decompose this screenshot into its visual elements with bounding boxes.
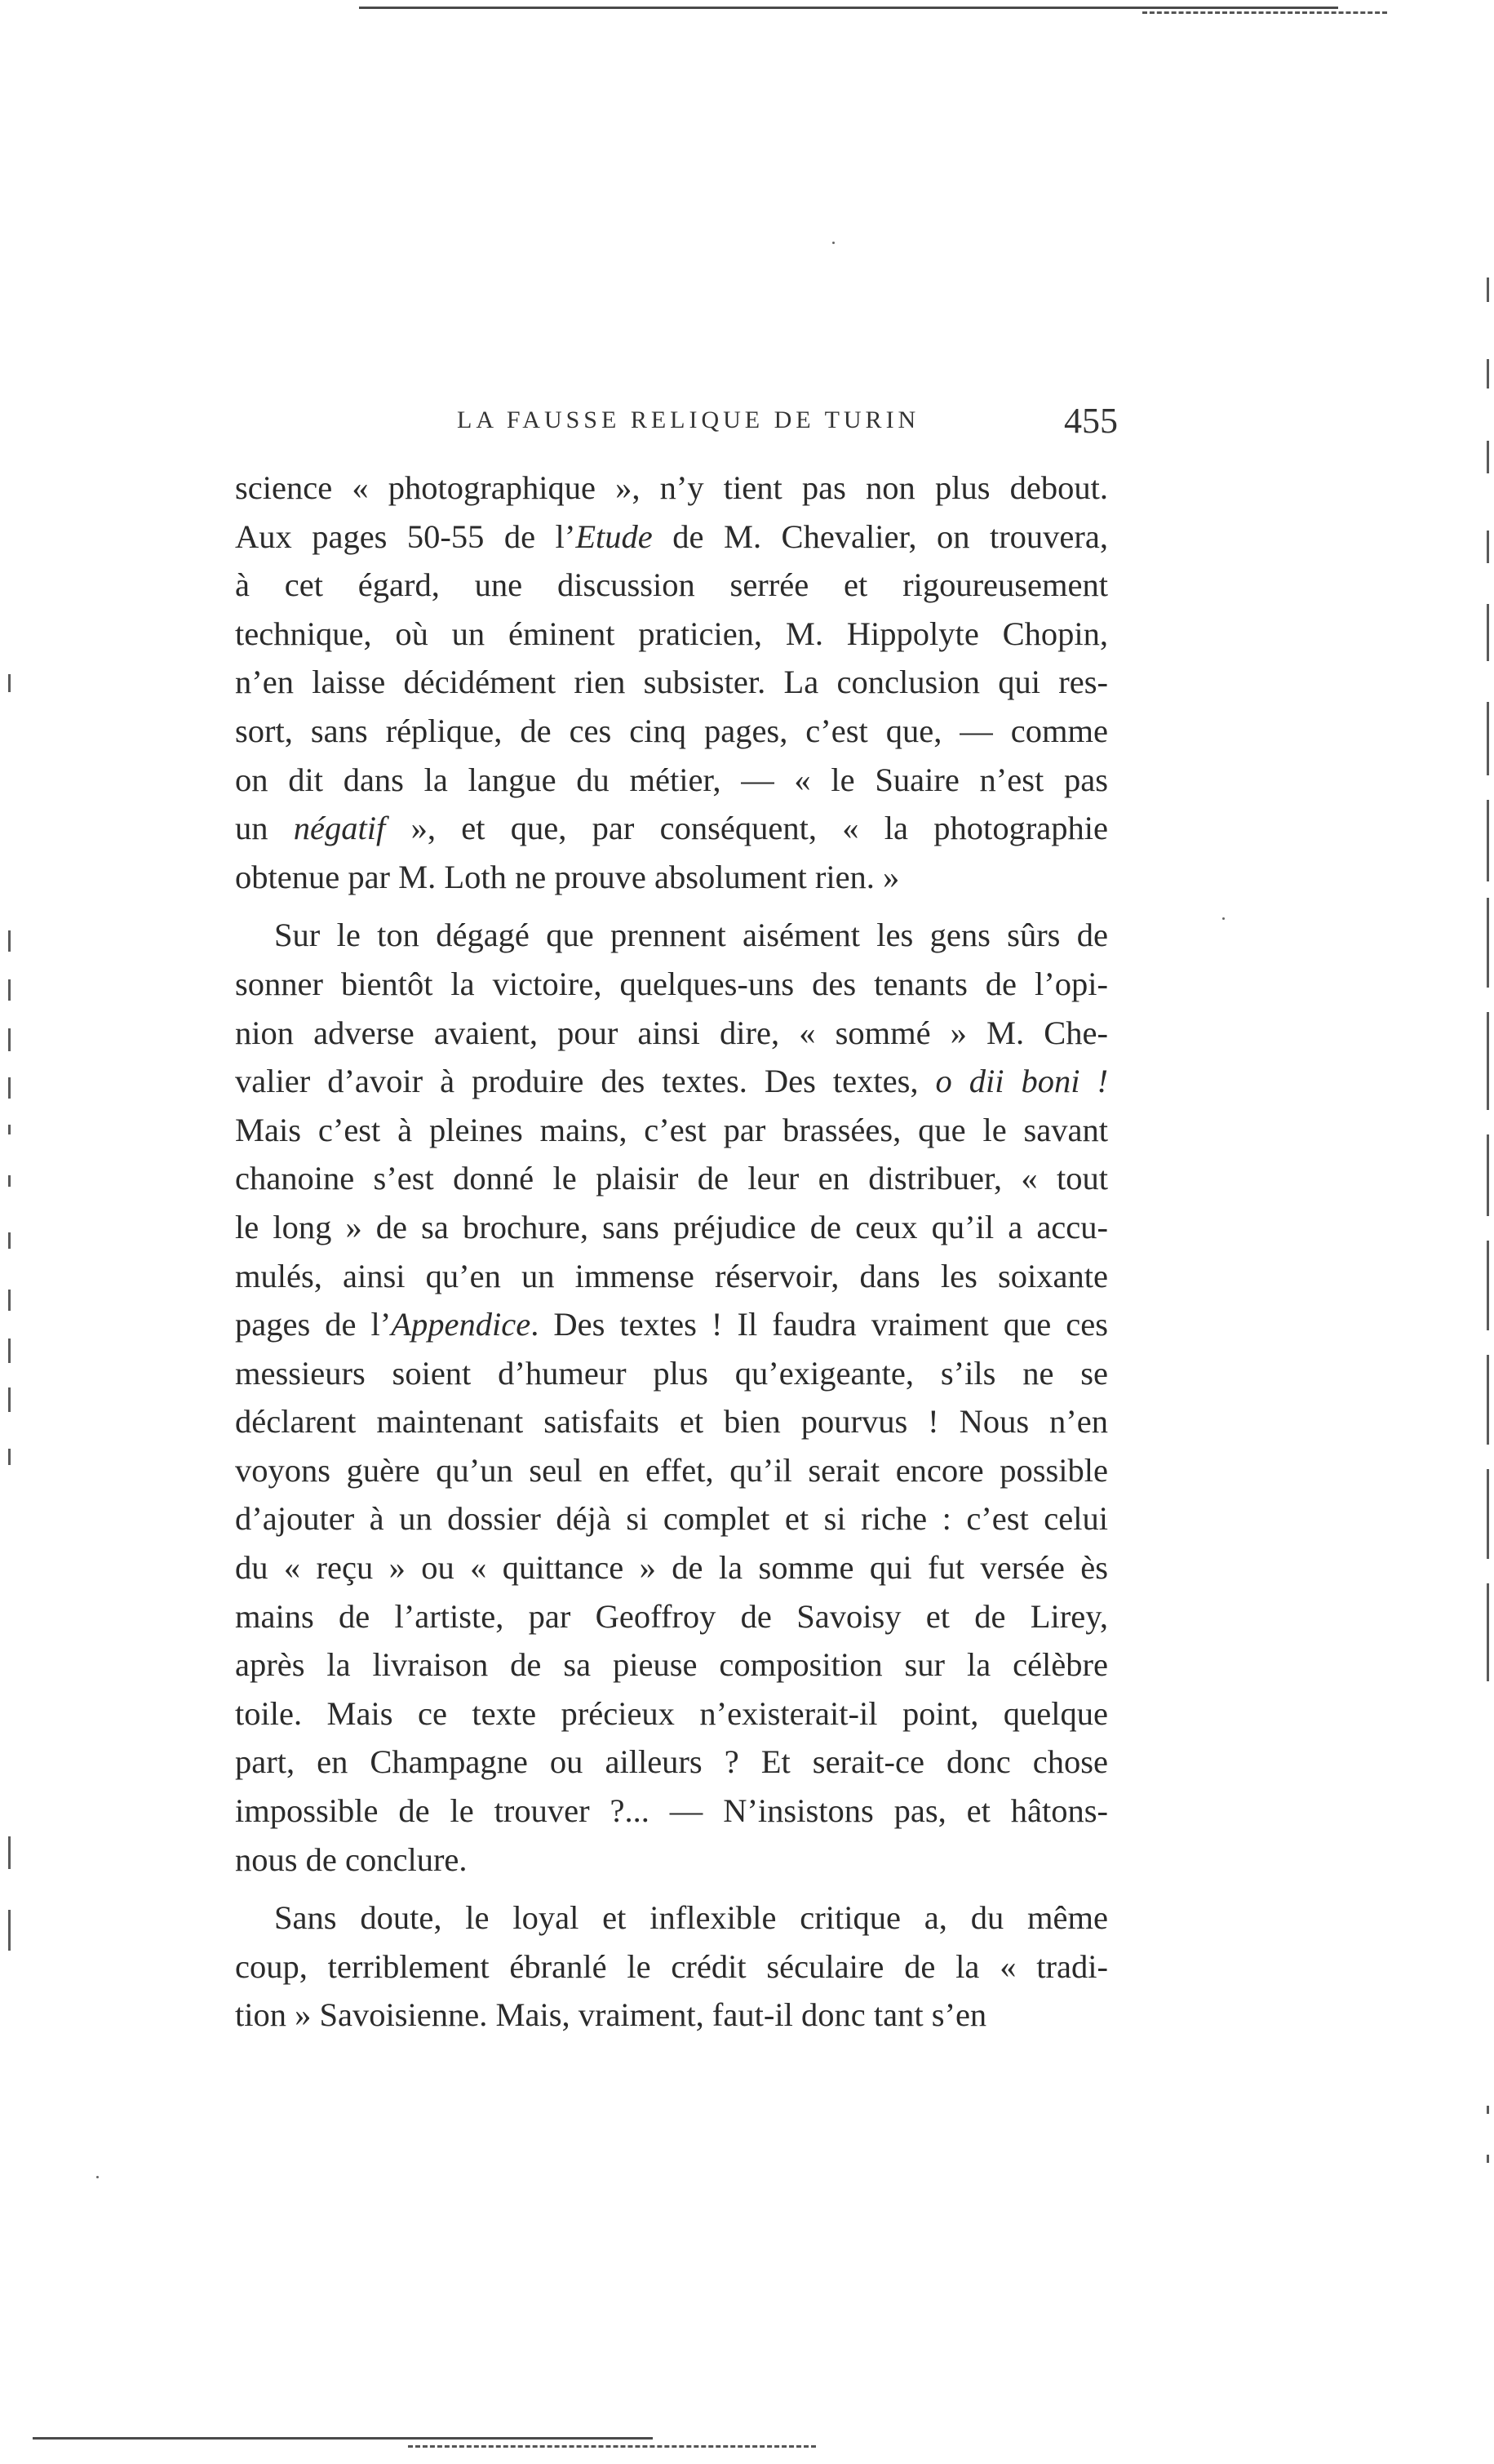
text-line: déclarent maintenant satisfaits et bien pourvus ! Nous n’en: [235, 1403, 1108, 1441]
text-line: n’en laisse décidément rien subsister. La conclusion qui res-: [235, 664, 1108, 701]
left-margin-mark: [8, 1449, 11, 1465]
paragraph: [235, 464, 1108, 901]
right-margin-mark: [1487, 1583, 1489, 1681]
left-margin-mark: [8, 979, 11, 1001]
text-line: on dit dans la langue du métier, — « le Suaire n’est pas: [235, 761, 1108, 798]
italic-term: négatif: [293, 810, 386, 847]
top-scan-rule: [359, 7, 1338, 9]
text-line: Aux pages 50-55 de l’Etude de M. Chevalier, on trouvera,: [235, 517, 1108, 555]
text-line: valier d’avoir à produire des textes. Des textes, o dii boni !: [235, 1063, 1108, 1100]
page-header: [237, 400, 1118, 457]
text-line: messieurs soient d’humeur plus qu’exigeante, s’ils ne se: [235, 1354, 1108, 1392]
text-line: science « photographique », n’y tient pas non plus debout.: [235, 469, 1108, 506]
text-line: chanoine s’est donné le plaisir de leur en distribuer, « tout: [235, 1160, 1108, 1197]
right-margin-mark: [1487, 1469, 1489, 1559]
right-margin-mark: [1487, 441, 1489, 473]
right-margin-mark: [1487, 800, 1489, 881]
text-line: un négatif », et que, par conséquent, « la photographie: [235, 810, 1109, 847]
text-line: nion adverse avaient, pour ainsi dire, « sommé » M. Che-: [235, 1014, 1108, 1051]
right-margin-mark: [1487, 1012, 1489, 1110]
left-margin-mark: [8, 1910, 11, 1951]
right-margin-mark: [1487, 604, 1489, 661]
bottom-scan-rule-dashed: [408, 2445, 816, 2448]
text-line: Mais c’est à pleines mains, c’est par brassées, que le savant: [235, 1111, 1108, 1148]
text-line: d’ajouter à un dossier déjà si complet et si riche : c’est celui: [235, 1500, 1108, 1538]
paragraph: [235, 1894, 1108, 2040]
running-title: LA FAUSSE RELIQUE DE TURIN: [457, 406, 920, 433]
text-line: Sur le ton dégagé que prennent aisément les gens sûrs de: [274, 917, 1108, 954]
text-line: voyons guère qu’un seul en effet, qu’il serait encore possible: [235, 1451, 1108, 1489]
scan-speck: [96, 2176, 99, 2178]
left-margin-mark: [8, 1125, 11, 1134]
text-line: Sans doute, le loyal et inflexible critique a, du même: [274, 1899, 1108, 1937]
body-text: [235, 464, 1108, 2040]
text-line: coup, terriblement ébranlé le crédit séculaire de la « tradi-: [235, 1947, 1108, 1985]
text-line: sonner bientôt la victoire, quelques-uns des tenants de l’opi-: [235, 965, 1108, 1002]
italic-term: o dii boni !: [935, 1063, 1108, 1100]
right-margin-mark: [1487, 898, 1489, 988]
text-line: après la livraison de sa pieuse composition sur la célèbre: [235, 1646, 1108, 1684]
left-margin-mark: [8, 1836, 11, 1869]
text-line: technique, où un éminent praticien, M. Hippolyte Chopin,: [235, 615, 1108, 652]
text-line: impossible de le trouver ?... — N’insistons pas, et hâtons-: [235, 1792, 1108, 1830]
right-margin-mark: [1487, 1134, 1489, 1216]
text-line: du « reçu » ou « quittance » de la somme qui fut versée ès: [235, 1549, 1108, 1587]
text-line: tion » Savoisienne. Mais, vraiment, faut-il donc tant s’en: [235, 1996, 987, 2034]
right-margin-mark: [1487, 1241, 1489, 1330]
text-line: sort, sans réplique, de ces cinq pages, c’est que, — comme: [235, 712, 1108, 749]
left-margin-mark: [8, 930, 11, 952]
right-margin-mark: [1487, 531, 1489, 563]
left-margin-mark: [8, 1028, 11, 1051]
right-margin-mark: [1487, 277, 1489, 302]
italic-term: Appendice: [391, 1306, 531, 1343]
right-margin-mark: [1487, 702, 1489, 775]
top-scan-rule-dashed: [1142, 11, 1387, 14]
scan-speck: [1222, 917, 1225, 920]
text-line: à cet égard, une discussion serrée et rigoureusement: [235, 566, 1108, 604]
bottom-scan-rule: [33, 2437, 653, 2440]
text-line: le long » de sa brochure, sans préjudice de ceux qu’il a accu-: [235, 1208, 1108, 1245]
left-margin-mark: [8, 1290, 11, 1311]
left-margin-mark: [8, 1077, 11, 1099]
left-margin-mark: [8, 1339, 11, 1363]
left-margin-mark: [8, 1232, 11, 1249]
text-line: part, en Champagne ou ailleurs ? Et serait-ce donc chose: [235, 1743, 1108, 1781]
right-margin-mark: [1487, 359, 1489, 388]
right-margin-mark: [1487, 2106, 1489, 2114]
text-line: mains de l’artiste, par Geoffroy de Savoisy et de Lirey,: [235, 1597, 1108, 1635]
text-line: mulés, ainsi qu’en un immense réservoir, dans les soixante: [235, 1257, 1108, 1294]
text-line: nous de conclure.: [235, 1840, 468, 1878]
text-line: obtenue par M. Loth ne prouve absolument rien. »: [235, 858, 900, 895]
paragraph: [235, 911, 1108, 1884]
text-line: pages de l’Appendice. Des textes ! Il faudra vraiment que ces: [235, 1306, 1108, 1343]
italic-term: Etude: [575, 517, 653, 555]
text-line: toile. Mais ce texte précieux n’existerait-il point, quelque: [235, 1694, 1108, 1732]
left-margin-mark: [8, 674, 11, 692]
page-number: 455: [1064, 401, 1118, 441]
right-margin-mark: [1487, 2155, 1489, 2163]
right-margin-mark: [1487, 1355, 1489, 1445]
left-margin-mark: [8, 1175, 11, 1187]
left-margin-mark: [8, 1387, 11, 1412]
scan-speck: [832, 242, 835, 244]
